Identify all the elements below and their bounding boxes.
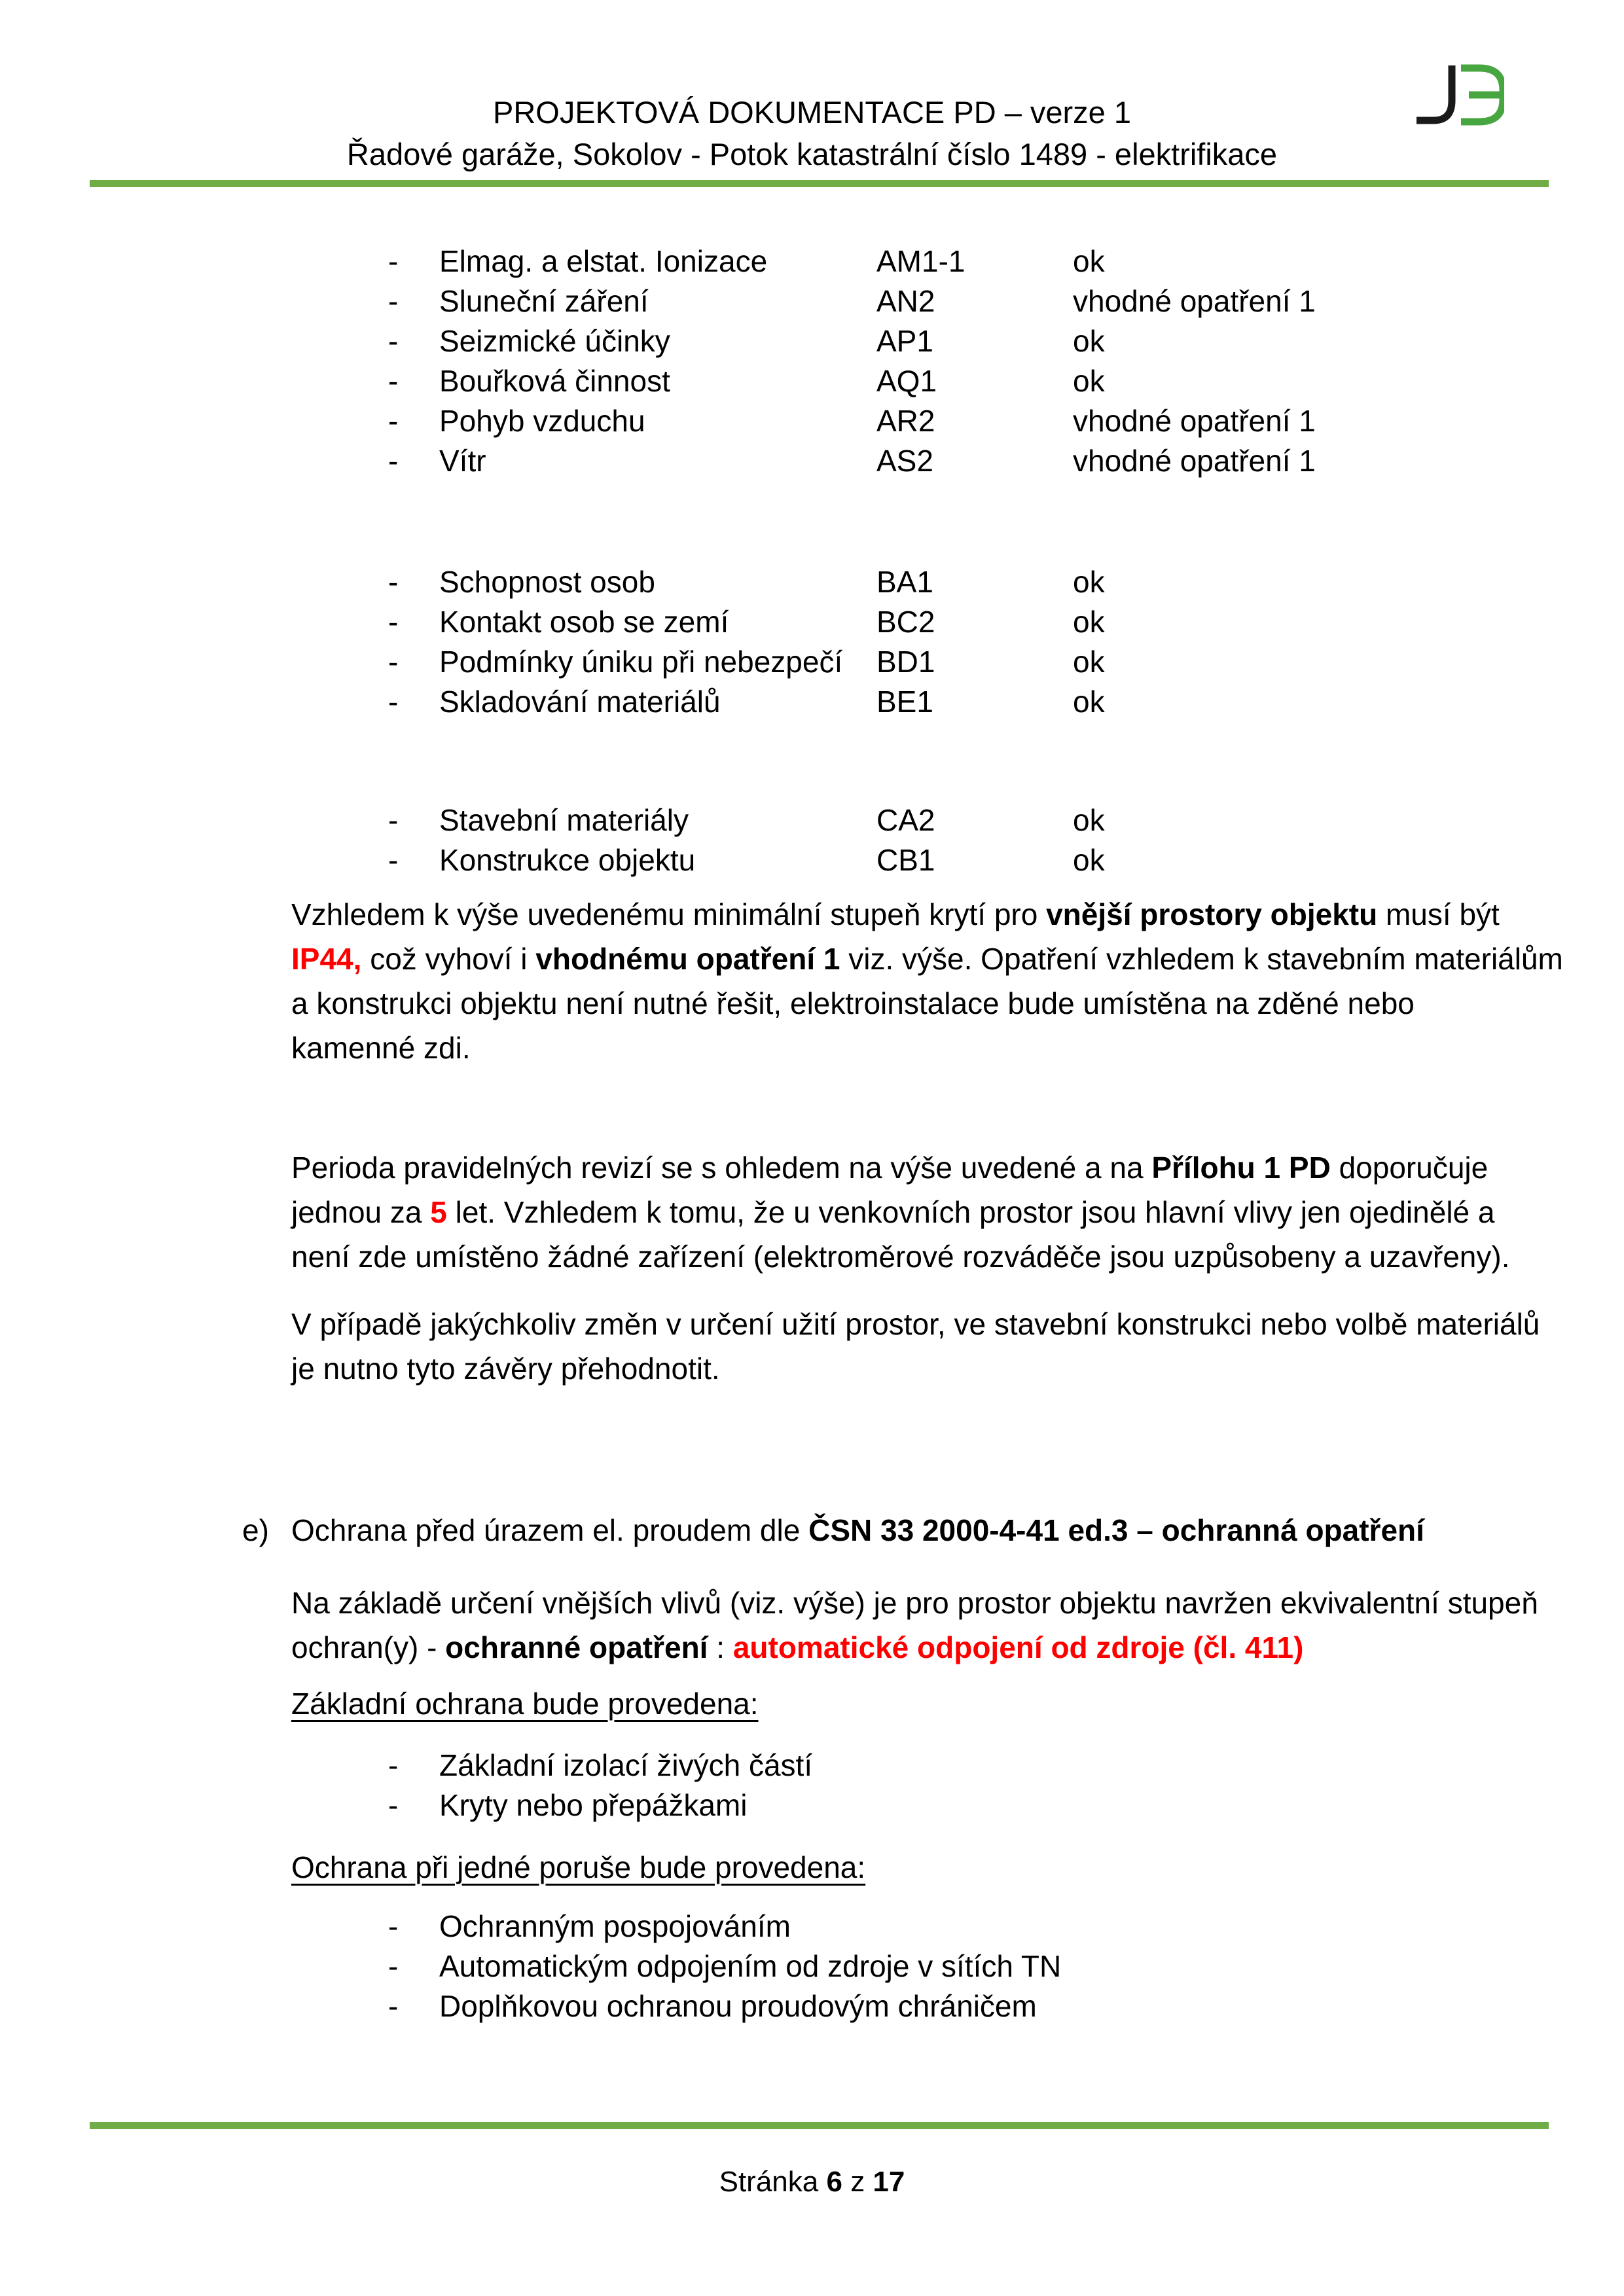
influence-label: Konstrukce objektu — [439, 842, 696, 877]
influence-status: ok — [1073, 842, 1105, 877]
subheading-fault-protection: Ochrana při jedné poruše bude provedena: — [291, 1850, 866, 1884]
influence-label: Stavební materiály — [439, 802, 689, 837]
bullet-dash: - — [388, 443, 399, 478]
subheading-basic-protection: Základní ochrana bude provedena: — [291, 1687, 759, 1721]
text-segment: ČSN 33 2000-4-41 ed.3 – ochranná opatření — [808, 1513, 1424, 1547]
text-segment: 5 — [430, 1195, 447, 1229]
influence-label: Schopnost osob — [439, 564, 655, 599]
text-segment: Perioda pravidelných revizí se s ohledem na výše uvedené a na — [291, 1151, 1152, 1185]
influence-label: Skladování materiálů — [439, 684, 721, 719]
influence-status: ok — [1073, 323, 1105, 358]
text-segment: : — [708, 1630, 733, 1664]
influence-status: ok — [1073, 684, 1105, 719]
paragraph-reassessment — [291, 1302, 1574, 1391]
influence-status: vhodné opatření 1 — [1073, 443, 1316, 478]
list-item-label: Základní izolací živých částí — [439, 1748, 813, 1782]
header-title: PROJEKTOVÁ DOKUMENTACE PD – verze 1 — [492, 95, 1132, 130]
influence-row — [388, 562, 1105, 601]
text-segment: let. Vzhledem k tomu, že u venkovních prostor jsou hlavní vlivy jen ojedinělé a — [446, 1195, 1495, 1229]
influences-list-b — [388, 562, 1105, 721]
list-item — [388, 1986, 1061, 2026]
footer-divider — [90, 2122, 1549, 2129]
influences-list-c — [388, 800, 1105, 880]
influence-code: BE1 — [876, 684, 933, 719]
text-segment: Ochrana před úrazem el. proudem dle — [291, 1513, 809, 1547]
text-segment: z — [842, 2166, 873, 2198]
text-segment: musí být — [1377, 897, 1500, 931]
influence-status: ok — [1073, 243, 1105, 278]
influence-label: Vítr — [439, 443, 486, 478]
text-segment: je nutno tyto závěry přehodnotit. — [291, 1352, 720, 1386]
influence-code: AN2 — [876, 283, 935, 318]
basic-protection-list — [388, 1745, 812, 1825]
list-item — [388, 1785, 812, 1825]
bullet-dash: - — [388, 1988, 399, 2023]
bullet-dash: - — [388, 802, 399, 837]
influence-label: Elmag. a elstat. Ionizace — [439, 243, 768, 278]
text-segment: 6 — [826, 2166, 842, 2198]
section-e-heading-text — [291, 1510, 1424, 1551]
influence-row — [388, 641, 1105, 681]
bullet-dash: - — [388, 1748, 399, 1782]
influence-row — [388, 840, 1105, 880]
bullet-dash: - — [388, 1787, 399, 1822]
list-item-label: Kryty nebo přepážkami — [439, 1787, 748, 1822]
section-e-marker: e) — [242, 1513, 269, 1547]
influence-label: Pohyb vzduchu — [439, 403, 645, 438]
influence-status: ok — [1073, 363, 1105, 398]
influence-code: CA2 — [876, 802, 935, 837]
logo-letter-j — [1416, 65, 1452, 120]
paragraph-revision-period — [291, 1145, 1574, 1279]
bullet-dash: - — [388, 842, 399, 877]
text-segment: Stránka — [719, 2166, 827, 2198]
bullet-dash: - — [388, 323, 399, 358]
influences-list-a — [388, 241, 1316, 480]
bullet-dash: - — [388, 363, 399, 398]
influence-status: vhodné opatření 1 — [1073, 403, 1316, 438]
text-segment: vhodnému opatření 1 — [535, 942, 840, 976]
section-e-heading — [242, 1510, 1424, 1551]
influence-row — [388, 281, 1316, 321]
influence-row — [388, 321, 1316, 361]
influence-status: ok — [1073, 564, 1105, 599]
list-item — [388, 1906, 1061, 1946]
text-segment: Vzhledem k výše uvedenému minimální stupeň krytí pro — [291, 897, 1047, 931]
header-subtitle: Řadové garáže, Sokolov - Potok katastrální číslo 1489 - elektrifikace — [346, 137, 1278, 171]
bullet-dash: - — [388, 644, 399, 679]
text-segment: Na základě určení vnějších vlivů (viz. výše) je pro prostor objektu navržen ekvivalentní stupeň — [291, 1586, 1538, 1620]
influence-code: BA1 — [876, 564, 933, 599]
influence-row — [388, 601, 1105, 641]
text-segment: jednou za — [291, 1195, 431, 1229]
fault-protection-list — [388, 1906, 1061, 2026]
text-segment: 17 — [873, 2166, 905, 2198]
influence-status: vhodné opatření 1 — [1073, 283, 1316, 318]
influence-status: ok — [1073, 802, 1105, 837]
influence-code: BC2 — [876, 604, 935, 639]
list-item — [388, 1946, 1061, 1986]
bullet-dash: - — [388, 403, 399, 438]
list-item-label: Automatickým odpojením od zdroje v sítích TN — [439, 1948, 1062, 1983]
page-number — [0, 2163, 1624, 2201]
list-item — [388, 1745, 812, 1785]
influence-status: ok — [1073, 644, 1105, 679]
influence-code: AP1 — [876, 323, 933, 358]
list-item-label: Doplňkovou ochranou proudovým chráničem — [439, 1988, 1037, 2023]
text-segment: doporučuje — [1330, 1151, 1489, 1185]
influence-label: Sluneční záření — [439, 283, 649, 318]
influence-row — [388, 681, 1105, 721]
influence-code: AS2 — [876, 443, 933, 478]
influence-status: ok — [1073, 604, 1105, 639]
influence-code: AR2 — [876, 403, 935, 438]
bullet-dash: - — [388, 1948, 399, 1983]
bullet-dash: - — [388, 564, 399, 599]
bullet-dash: - — [388, 1909, 399, 1943]
influence-row — [388, 800, 1105, 840]
text-segment: V případě jakýchkoliv změn v určení užití prostor, ve stavební konstrukci nebo volbě materiálů — [291, 1307, 1540, 1341]
text-segment: viz. výše. Opatření vzhledem k stavebním materiálům — [840, 942, 1563, 976]
influence-label: Seizmické účinky — [439, 323, 670, 358]
bullet-dash: - — [388, 243, 399, 278]
paragraph-protective-measure — [291, 1581, 1574, 1670]
influence-label: Bouřková činnost — [439, 363, 670, 398]
influence-row — [388, 440, 1316, 480]
bullet-dash: - — [388, 283, 399, 318]
company-je-logo-icon — [1406, 63, 1504, 128]
text-segment: ochran(y) - — [291, 1630, 446, 1664]
influence-code: CB1 — [876, 842, 935, 877]
bullet-dash: - — [388, 684, 399, 719]
text-segment: ochranné opatření — [445, 1630, 708, 1664]
text-segment: kamenné zdi. — [291, 1031, 471, 1065]
influence-row — [388, 401, 1316, 440]
influence-row — [388, 241, 1316, 281]
text-segment: automatické odpojení od zdroje (čl. 411) — [732, 1630, 1304, 1664]
influence-code: AQ1 — [876, 363, 937, 398]
text-segment: vnější prostory objektu — [1046, 897, 1378, 931]
page-header — [0, 92, 1624, 175]
text-segment: a konstrukci objektu není nutné řešit, elektroinstalace bude umístěna na zděné nebo — [291, 986, 1415, 1020]
bullet-dash: - — [388, 604, 399, 639]
influence-code: BD1 — [876, 644, 935, 679]
text-segment: IP44, — [291, 942, 362, 976]
influence-label: Kontakt osob se zemí — [439, 604, 729, 639]
text-segment: Přílohu 1 PD — [1151, 1151, 1331, 1185]
list-item-label: Ochranným pospojováním — [439, 1909, 791, 1943]
influence-code: AM1-1 — [876, 243, 965, 278]
influence-label: Podmínky úniku při nebezpečí — [439, 644, 843, 679]
text-segment: což vyhoví i — [361, 942, 536, 976]
paragraph-ip44 — [291, 892, 1574, 1070]
text-segment: není zde umístěno žádné zařízení (elektroměrové rozváděče jsou uzpůsobeny a uzavřeny). — [291, 1240, 1510, 1274]
influence-row — [388, 361, 1316, 401]
header-divider — [90, 180, 1549, 187]
